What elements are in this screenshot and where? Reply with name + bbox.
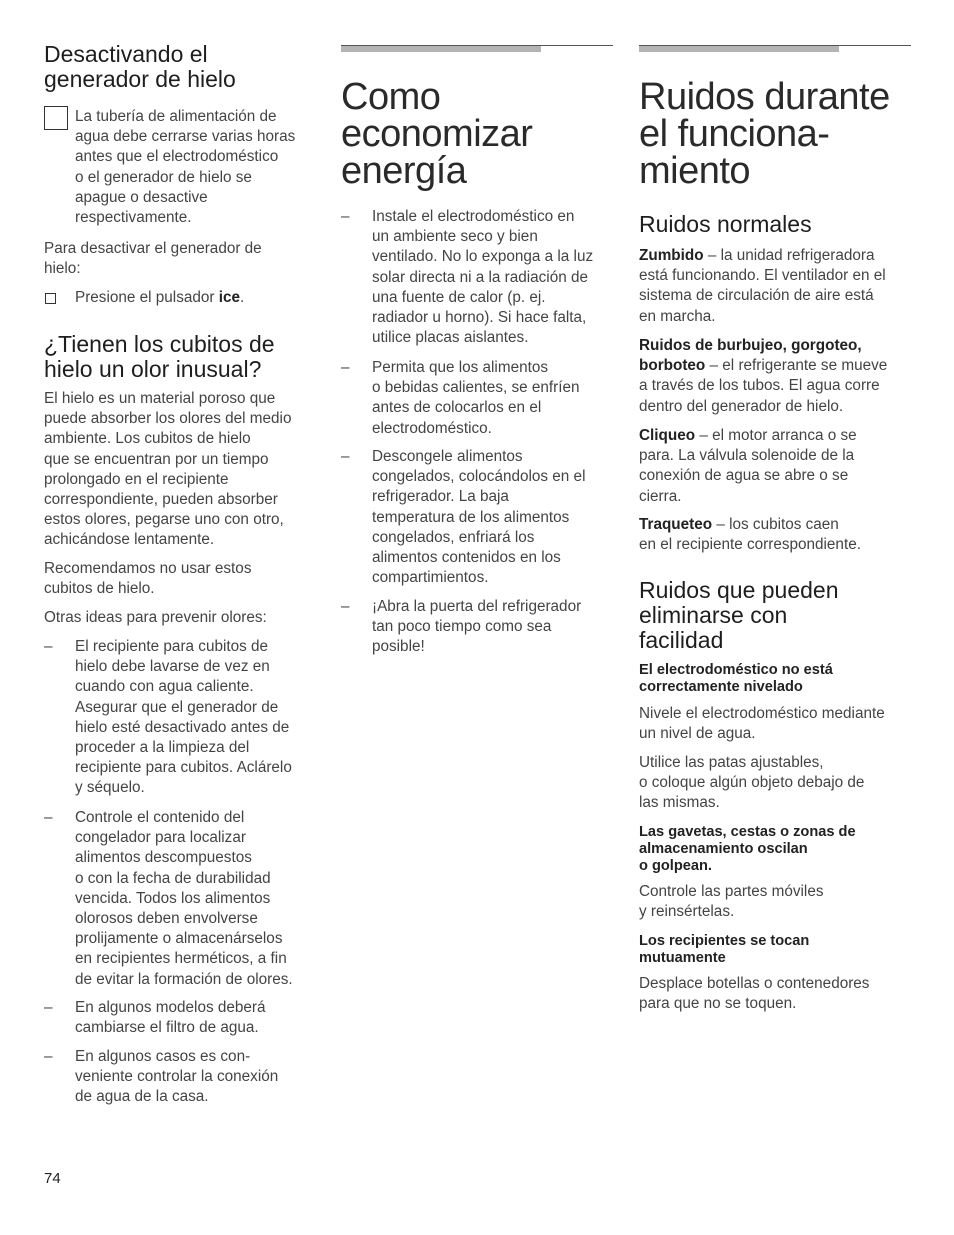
checkbox-step: Presione el pulsador ice. [44, 288, 335, 308]
checkbox-icon [45, 293, 56, 304]
heading-removable-noises: Ruidos que pueden eliminarse con facilidad [639, 577, 839, 653]
list-item: – El recipiente para cubitos de hielo debe lavarse de vez en cuando con agua caliente. Asegurar que el generador de hielo esté desactivado antes de proceder a la limpieza del recipiente para cubitos. Aclárelo y séquelo. [44, 638, 292, 797]
list-item: – Descongele alimentos congelados, colocándolos en el refrigerador. La baja temperatura de los alimentos congelados, enfriará los alimentos contenidos en los compartimientos. [341, 448, 586, 587]
noise-rattle: Traqueteo – los cubitos caen en el recipiente correspondiente. [639, 516, 861, 554]
issue-heading-level: El electrodoméstico no está correctamente nivelado [639, 662, 833, 695]
deactivate-instructions: Para desactivar el generador de hielo: [44, 240, 262, 278]
list-item: – Instale el electrodoméstico en un ambiente seco y bien ventilado. No lo exponga a la luz solar directa ni a la radiación de una fuente de calor (p. ej. radiador u horno). Si hace falta, utilice placas aislantes. [341, 208, 594, 347]
issue-heading-drawers: Las gavetas, cestas o zonas de almacenamiento oscilan o golpean. [639, 824, 856, 874]
noise-hum: Zumbido – la unidad refrigeradora está funcionando. El ventilador en el sistema de circulación de aire está en marcha. [639, 247, 886, 325]
issue-text-containers: Desplace botellas o contenedores para que no se toquen. [639, 975, 870, 1013]
heading-deactivate-icemaker [44, 42, 324, 92]
noise-bubbling: Ruidos de burbujeo, gorgoteo, borboteo – el refrigerante se mueve a través de los tubos. El agua corre dentro del generador de hielo. [639, 337, 888, 415]
list-item: – En algunos modelos deberá cambiarse el filtro de agua. [44, 999, 266, 1037]
issue-text-drawers: Controle las partes móviles y reinsértelas. [639, 883, 824, 921]
heading-line: Desactivando el [44, 41, 208, 67]
title-save-energy: Como economizar energía [341, 76, 533, 192]
issue-text-level-2: Utilice las patas ajustables, o coloque algún objeto debajo de las mismas. [639, 754, 865, 812]
title-operating-noises: Ruidos durante el funciona- miento [639, 76, 890, 192]
list-item: – Permita que los alimentos o bebidas calientes, se enfríen antes de colocarlos en el electrodoméstico. [341, 359, 580, 437]
note-box-icon [44, 106, 68, 130]
recommend-paragraph: Recomendamos no usar estos cubitos de hielo. [44, 560, 252, 598]
issue-text-level-1: Nivele el electrodoméstico mediante un nivel de agua. [639, 705, 885, 743]
note-text: La tubería de alimentación de agua debe cerrarse varias horas antes que el electrodoméstico o el generador de hielo se apague o desactive respectivamente. [75, 108, 296, 227]
caution-note [44, 107, 355, 228]
section-rule [341, 45, 613, 52]
list-item: – ¡Abra la puerta del refrigerador tan poco tiempo como sea posible! [341, 598, 582, 656]
list-item: – En algunos casos es con- veniente controlar la conexión de agua de la casa. [44, 1048, 279, 1106]
noise-click: Cliqueo – el motor arranca o se para. La válvula solenoide de la conexión de agua se abre o se cierra. [639, 427, 857, 505]
page-number: 74 [44, 1170, 61, 1187]
heading-normal-noises: Ruidos normales [639, 211, 812, 237]
issue-heading-containers: Los recipientes se tocan mutuamente [639, 933, 810, 966]
section-rule [639, 45, 911, 52]
other-ideas-paragraph: Otras ideas para prevenir olores: [44, 609, 267, 626]
list-item: – Controle el contenido del congelador para localizar alimentos descompuestos o con la fecha de durabilidad vencida. Todos los alimentos olorosos deben envolverse prolijamente o almacenárselos en recipientes herméticos, a fin de evitar la formación de olores. [44, 809, 293, 988]
odor-paragraph: El hielo es un material poroso que puede absorber los olores del medio ambiente. Los cubitos de hielo que se encuentran por un tiempo prolongado en el recipiente correspondiente, pueden absorber estos olores, pegarse uno con otro, achicándose lentamente. [44, 390, 292, 549]
heading-line: generador de hielo [44, 66, 236, 92]
heading-unusual-odor: ¿Tienen los cubitos de hielo un olor inusual? [44, 331, 275, 382]
